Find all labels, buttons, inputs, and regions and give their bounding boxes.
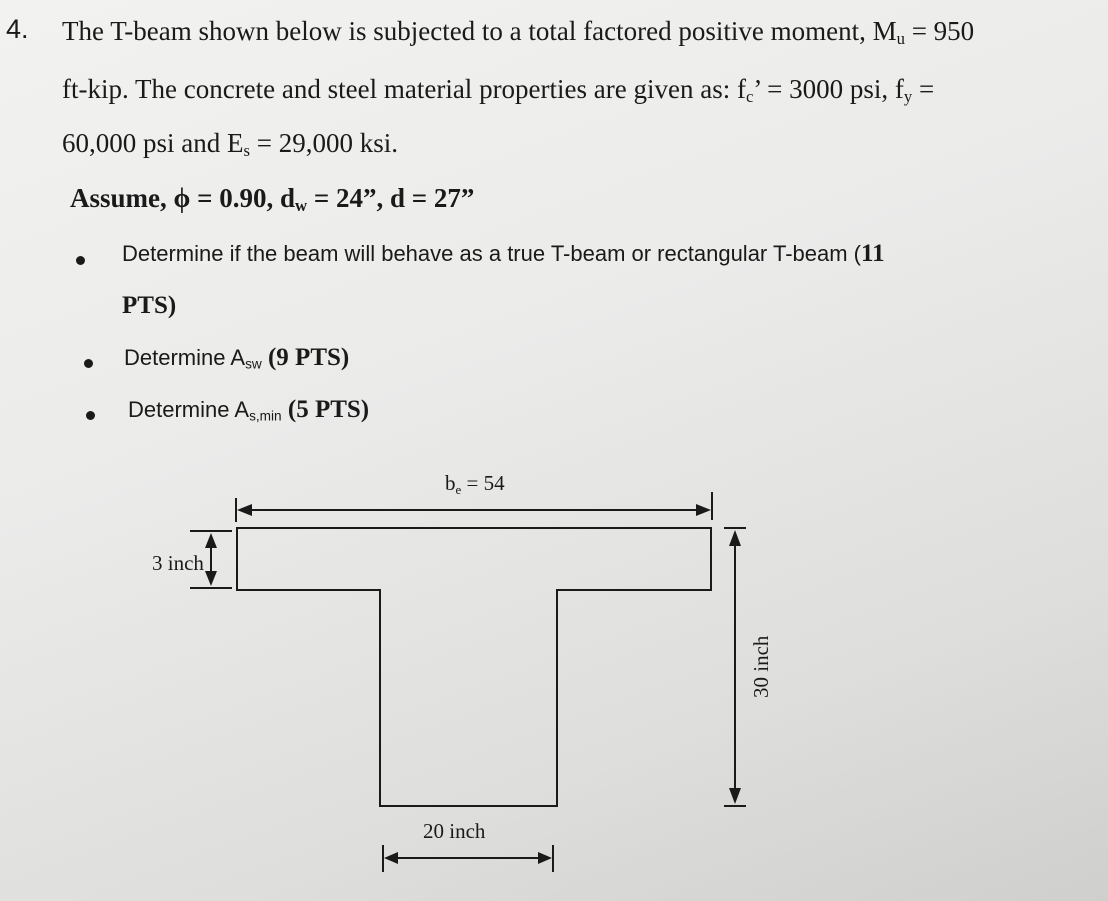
bullet-dot [86,411,95,420]
question-line-2: ft-kip. The concrete and steel material properties are given as: $f_c$’ = 3000 psi, $f_y$ = [62,74,935,107]
assumption-line: Assume, ϕ = 0.90, $d_w = 24$”, d = 27” [70,183,475,216]
flange-thickness-dimension [152,531,232,588]
t-beam-outline [237,528,711,806]
bullet-item-behavior: Determine if the beam will behave as a true T-beam or rectangular T-beam (11 [122,240,885,267]
question-line-1: The T-beam shown below is subjected to a total factored positive moment, $M_u = 950$ [62,16,975,49]
question-number: 4. [6,14,29,44]
web-width-dimension [383,819,553,872]
bullet-item-asmin: Determine $A_{s,min}$ (5 PTS) [128,396,370,424]
bullet-dot [84,359,93,368]
web-width-label: 20 inch [423,819,486,843]
beam-height-dimension [724,528,773,806]
bullet-dot [76,256,85,265]
bullet-item-behavior-points: PTS) [122,292,177,319]
t-beam-diagram [0,460,1108,890]
question-line-3: 60,000 psi and $E_s = 29,000$ ksi. [62,128,399,161]
flange-thickness-label: 3 inch [152,551,204,575]
flange-width-dimension [236,471,712,522]
beam-height-label: 30 inch [749,635,773,698]
bullet-item-asw: Determine $A_{sw}$ (9 PTS) [124,344,350,372]
flange-width-label: be = 54 [445,471,505,497]
